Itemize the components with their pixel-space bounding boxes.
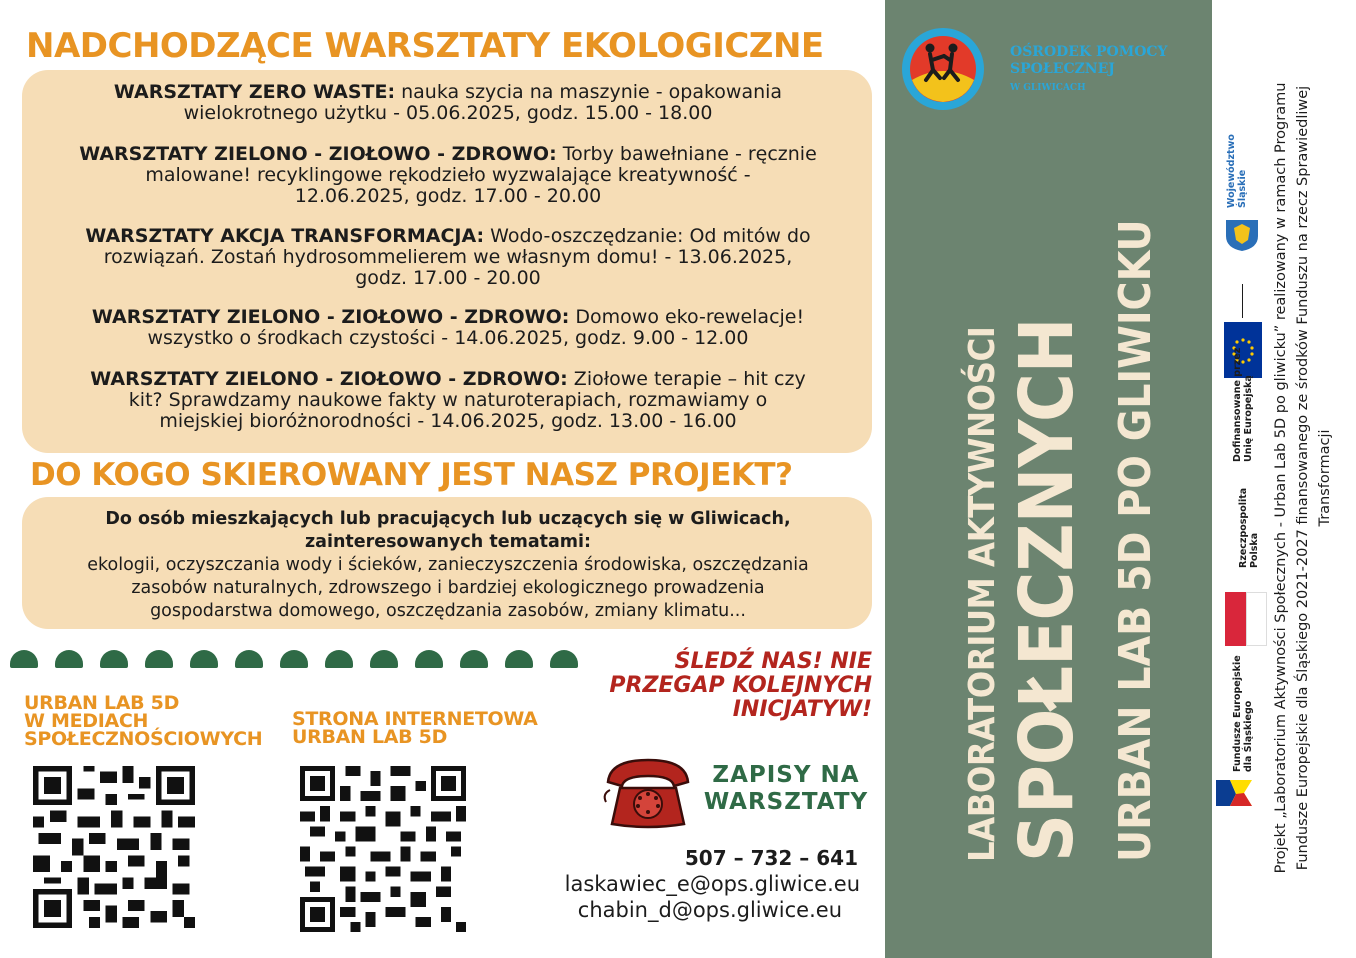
telephone-icon bbox=[600, 752, 696, 836]
email-2[interactable]: chabin_d@ops.gliwice.eu bbox=[577, 898, 842, 922]
ops-logo-icon bbox=[900, 26, 986, 116]
email-1[interactable]: laskawiec_e@ops.gliwice.eu bbox=[564, 872, 860, 896]
workshop-item: WARSZTATY ZIELONO - ZIOŁOWO - ZDROWO: Ziołowe terapie – hit czy kit? Sprawdzamy naukowe fakty w naturoterapiach, rozmawiamy o miejskiej bioróżnorodności - 14.06.2025, godz. 13.00 - 16.00 bbox=[90, 368, 806, 432]
poland-flag-icon bbox=[1225, 592, 1267, 646]
decorative-dots bbox=[10, 650, 578, 668]
target-title: DO KOGO SKIEROWANY JEST NASZ PROJEKT? bbox=[30, 457, 793, 493]
website-label: STRONA INTERNETOWA URBAN LAB 5D bbox=[292, 708, 538, 748]
eu-logo-text: Dofinansowane przez Unię Europejską bbox=[1232, 347, 1254, 462]
workshop-item: WARSZTATY AKCJA TRANSFORMACJA: Wodo-oszczędzanie: Od mitów do rozwiązań. Zostań hydrosommelierem we własnym domu! - 13.06.2025, godz. 17.00 - 20.00 bbox=[85, 225, 811, 289]
ops-logo-text: OŚRODEK POMOCY SPOŁECZNEJ W GLIWICACH bbox=[1010, 44, 1168, 93]
workshop-item: WARSZTATY ZIELONO - ZIOŁOWO - ZDROWO: Torby bawełniane - ręcznie malowane! recyklingowe rękodzieło wyzwalające kreatywność - 12.06.2025, godz. 17.00 - 20.00 bbox=[79, 143, 817, 207]
target-text: Do osób mieszkających lub pracujących lub uczących się w Gliwicach, zainteresowanych tematami: ekologii, oczyszczania wody i ścieków, zanieczyszczenia środowiska, oszczędzania zasobów naturalnych, zdrowszego i bardziej ekologicznego prowadzenia gospodarstwa domowego, oszczędzania zasobów, zmiany klimatu... bbox=[87, 509, 809, 621]
dot bbox=[190, 650, 218, 668]
dot bbox=[235, 650, 263, 668]
dot bbox=[55, 650, 83, 668]
dot bbox=[10, 650, 38, 668]
ws-logo-text: Województwo Śląskie bbox=[1226, 134, 1248, 208]
website-qr-code[interactable] bbox=[298, 766, 460, 928]
panel-title-line1: LABORATORIUM AKTYWNOŚCI bbox=[962, 326, 1003, 862]
funding-note: Projekt „Laboratorium Aktywności Społecznych - Urban Lab 5D po gliwicku” realizowany w ramach Programu Fundusze Europejskie dla Śląskiego 2021-2027 finansowanego ze środków Funduszu na rzecz Sprawiedliwej Transformacji bbox=[1273, 82, 1333, 874]
social-qr-code[interactable] bbox=[33, 766, 195, 928]
dot bbox=[325, 650, 353, 668]
dot bbox=[460, 650, 488, 668]
workshop-name: WARSZTATY ZIELONO - ZIOŁOWO - ZDROWO: bbox=[91, 306, 570, 328]
silesia-crest-icon bbox=[1224, 218, 1260, 256]
workshops-title: NADCHODZĄCE WARSZTATY EKOLOGICZNE bbox=[26, 26, 824, 66]
fe-logo-text: Fundusze Europejskie dla Śląskiego bbox=[1232, 655, 1254, 772]
dot bbox=[100, 650, 128, 668]
workshop-name: WARSZTATY AKCJA TRANSFORMACJA: bbox=[85, 225, 485, 247]
workshop-name: WARSZTATY ZERO WASTE: bbox=[113, 81, 396, 103]
rp-logo-text: Rzeczpospolita Polska bbox=[1238, 487, 1260, 568]
social-label: URBAN LAB 5D W MEDIACH SPOŁECZNOŚCIOWYCH bbox=[24, 692, 263, 750]
workshop-name: WARSZTATY ZIELONO - ZIOŁOWO - ZDROWO: bbox=[90, 368, 568, 390]
fe-logo-icon bbox=[1216, 780, 1252, 810]
panel-title-line3: URBAN LAB 5D PO GLIWICKU bbox=[1110, 219, 1161, 862]
workshop-item: WARSZTATY ZIELONO - ZIOŁOWO - ZDROWO: Domowo eko-rewelacje! wszystko o środkach czystości - 14.06.2025, godz. 9.00 - 12.00 bbox=[91, 306, 805, 349]
workshop-item: WARSZTATY ZERO WASTE: nauka szycia na maszynie - opakowania wielokrotnego użytku - 05.06.2025, godz. 15.00 - 18.00 bbox=[113, 81, 783, 124]
dot bbox=[415, 650, 443, 668]
workshop-name: WARSZTATY ZIELONO - ZIOŁOWO - ZDROWO: bbox=[79, 143, 557, 165]
divider bbox=[1242, 284, 1243, 318]
dot bbox=[145, 650, 173, 668]
dot bbox=[370, 650, 398, 668]
signup-label: ZAPISY NA WARSZTATY bbox=[703, 762, 869, 815]
follow-us-slogan: ŚLEDŹ NAS! NIE PRZEGAP KOLEJNYCH INICJATYW! bbox=[609, 649, 872, 722]
dot bbox=[505, 650, 533, 668]
panel-title-line2: SPOŁECZNYCH bbox=[1004, 317, 1090, 862]
dot bbox=[280, 650, 308, 668]
phone-number[interactable]: 507 – 732 – 641 bbox=[684, 846, 858, 870]
